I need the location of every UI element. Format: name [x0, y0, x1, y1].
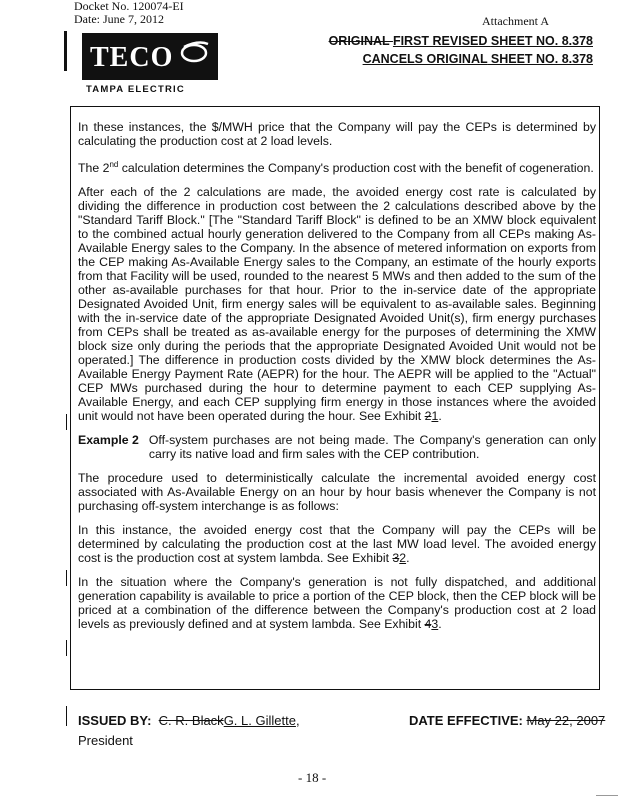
paragraph-1: In these instances, the $/MWH price that the Company will pay the CEPs is determined by calculating the production cost at 2 load levels.: [78, 120, 596, 148]
exhibit-struck: 2: [424, 409, 432, 424]
cancels-sheet: [363, 52, 593, 66]
paragraph-3-text: After each of the 2 calculations are made, the avoided energy cost rate is calculated by dividing the difference in production cost between the 2 calculations described above by the "Standard Tariff Block." [The "Standard Tariff Block" is defined to be an XMW block equivalent to the combined actual hourly generation delivered to the Company from all CEPs making As-Available Energy sales to the Company. In the absence of metered information on exports from the CEP making As-Available Energy sales to the Company, an estimate of the hourly exports from that Facility will be used, rounded to the nearest 5 MWs and then added to the sum of the other as-available purchases for that hour. Prior to the in-service date of the appropriate Designated Avoided Unit, firm energy sales will be equivalent to as-available sales. Beginning with the in-service date of the appropriate Designated Avoided Unit(s), firm energy purchases from CEPs shall be treated as as-available energy for the purposes of determining the XMW block size only during the periods that the appropriate Designated Avoided Unit would not be operated.] The difference in production costs divided by the XMW block determines the As-Available Energy Payment Rate (AEPR) for the hour. The AEPR will be applied to the "Actual" CEP MWs purchased during the hour to determine payment to each CEP supplying As-Available Energy, and each CEP supplying firm energy in those instances where the avoided unit would not have been operated during the hour. See Exhibit: [78, 185, 596, 424]
sheet-rest-text: SHEET NO. 8.378: [490, 34, 593, 48]
logo-subtitle: TAMPA ELECTRIC: [86, 84, 185, 95]
attachment-label: Attachment A: [482, 14, 549, 28]
exhibit-inserted: 1: [431, 409, 439, 424]
paragraph-2: [78, 158, 596, 175]
exhibit-inserted: 2: [399, 551, 407, 566]
sheet-struck-text: ORIGINAL: [328, 34, 393, 48]
logo-swoosh-icon: [178, 38, 210, 66]
revision-bar: [66, 414, 67, 430]
cancels-inserted: ORIGINAL: [426, 52, 488, 66]
paragraph-6-text: In the situation where the Company's generation is not fully dispatched, and additional generation capability is available to price a portion of the CEP block, then the CEP block will be priced at a combination of the difference between the Company's production cost at 2 load levels as previously defined and at system lambda. See Exhibit: [78, 575, 596, 632]
issued-struck: C. R. Black: [158, 713, 224, 728]
issuer-title: President: [78, 733, 133, 748]
paragraph-5-period: .: [406, 551, 410, 566]
cancels-rest: SHEET NO. 8.378: [487, 52, 593, 66]
example-label: Example 2: [78, 433, 139, 448]
scan-mark: [596, 795, 618, 796]
docket-date: Date: June 7, 2012: [74, 12, 164, 26]
page-number: - 18 -: [298, 770, 327, 785]
paragraph-5: [78, 523, 596, 565]
revision-bar: [66, 570, 67, 586]
revision-bar: [66, 640, 67, 656]
issued-comma: ,: [295, 713, 300, 728]
paragraph-5-text: In this instance, the avoided energy cost that the Company will pay the CEPs will be determined by calculating the production cost at the last MW load level. The avoided energy cost is the production cost at system lambda. See Exhibit: [78, 523, 596, 566]
sheet-number: [329, 34, 593, 48]
paragraph-6-period: .: [438, 617, 442, 632]
tariff-body: [78, 120, 596, 641]
paragraph-3-period: .: [438, 409, 442, 424]
revision-bar: [64, 31, 67, 71]
sheet-inserted-text: FIRST REVISED: [392, 34, 491, 48]
docket-number: Docket No. 120074-EI: [74, 0, 184, 13]
effective-struck: May 22, 2007: [526, 713, 606, 728]
logo-text: TECO: [90, 42, 174, 73]
example-2: [78, 433, 596, 461]
exhibit-inserted: 3: [431, 617, 439, 632]
paragraph-6: [78, 575, 596, 631]
paragraph-2-start: The 2: [78, 161, 110, 176]
exhibit-struck: 3: [392, 551, 400, 566]
revision-bar: [66, 706, 67, 726]
effective-label: DATE EFFECTIVE:: [409, 713, 523, 728]
ordinal-suffix: nd: [109, 160, 119, 169]
paragraph-3: [78, 185, 596, 423]
issued-label: ISSUED BY:: [78, 713, 152, 728]
issued-inserted: G. L. Gillette: [223, 713, 296, 728]
exhibit-struck: 4: [424, 617, 432, 632]
paragraph-2-end: calculation determines the Company's production cost with the benefit of cogeneration.: [118, 161, 594, 176]
date-effective: [409, 713, 605, 728]
issued-by: [78, 713, 300, 728]
paragraph-4: The procedure used to deterministically calculate the incremental avoided energy cost associated with As-Available Energy on an hour by hour basis whenever the Company is not purchasing off-system interchange is as follows:: [78, 471, 596, 514]
cancels-prefix: CANCELS: [362, 52, 427, 66]
docket-block: [74, 0, 184, 26]
example-text: Off-system purchases are not being made. The Company's generation can only carry its native load and firm sales with the CEP contribution.: [148, 433, 596, 462]
